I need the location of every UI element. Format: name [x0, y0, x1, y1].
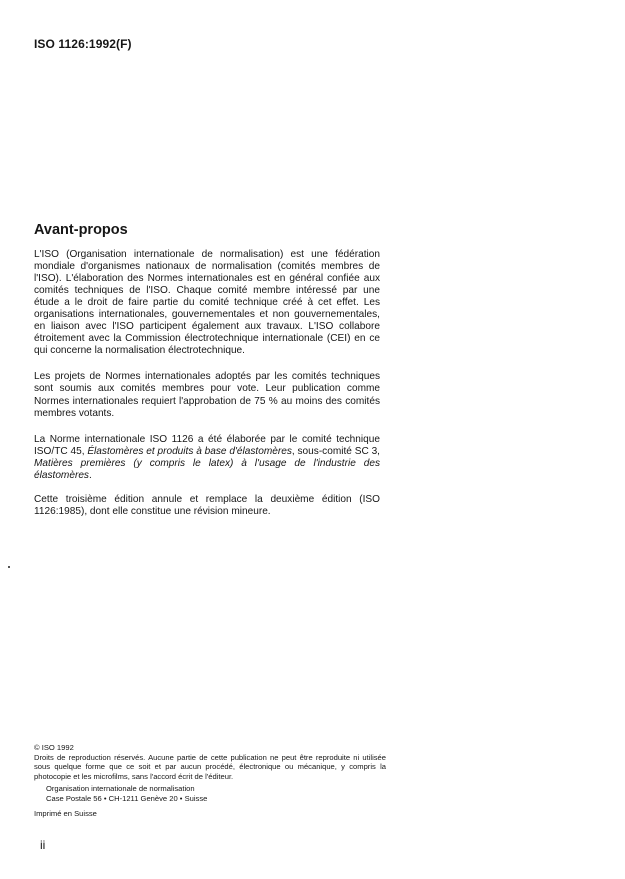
copyright-block	[34, 743, 386, 818]
printed-in: Imprimé en Suisse	[34, 808, 97, 818]
page-number: ii	[40, 838, 46, 852]
paragraph-3-text: .	[88, 469, 92, 481]
document-identifier: ISO 1126:1992(F)	[34, 37, 132, 51]
scan-speck	[8, 566, 10, 568]
foreword-paragraph-4: Cette troisième édition annule et remplace la deuxième édition (ISO 1126:1985), dont elle constitue une révision mineure.	[34, 493, 380, 517]
foreword-paragraph-2: Les projets de Normes internationales adoptés par les comités techniques sont soumis aux comités membres pour vote. Leur publication comme Normes internationales requiert l'approbation de 75 % au moins des comités membres votants.	[34, 371, 380, 419]
organisation-name: Organisation internationale de normalisation	[46, 784, 195, 794]
publisher-address	[46, 784, 386, 803]
foreword-paragraph-1: L'ISO (Organisation internationale de normalisation) est une fédération mondiale d'organismes nationaux de normalisation (comités membres de l'ISO). L'élaboration des Normes internationales est en général confiée aux comités techniques de l'ISO. Chaque comité membre intéressé par une étude a le droit de faire partie du comité technique créé à cet effet. Les organisations internationales, gouvernementales et non gouvernementales, en liaison avec l'ISO participent également aux travaux. L'ISO collabore étroitement avec la Commission électrotechnique internationale (CEI) en ce qui concerne la normalisation électrotechnique.	[34, 249, 380, 357]
postal-address: Case Postale 56 • CH-1211 Genève 20 • Suisse	[46, 793, 208, 803]
subcommittee-title: Matières premières (y compris le latex) à l'usage de l'industrie des élastomères	[34, 457, 380, 481]
paragraph-3-text: La Norme internationale ISO 1126 a été élaborée par le comité technique ISO/TC 45,	[34, 433, 380, 457]
rights-statement: Droits de reproduction réservés. Aucune partie de cette publication ne peut être reproduite ni utilisée sous quelque forme que ce soit et par aucun procédé, électronique ou mécanique, y compris la photocopie et les microfilms, sans l'accord écrit de l'éditeur.	[34, 752, 386, 781]
section-title: Avant-propos	[34, 222, 128, 238]
foreword-paragraph-3	[34, 434, 380, 482]
copyright-line: © ISO 1992	[34, 743, 74, 752]
foreword-body	[34, 249, 380, 530]
committee-title: Élastomères et produits à base d'élastomères	[87, 445, 292, 457]
paragraph-3-text: , sous-comité SC 3,	[291, 445, 380, 457]
